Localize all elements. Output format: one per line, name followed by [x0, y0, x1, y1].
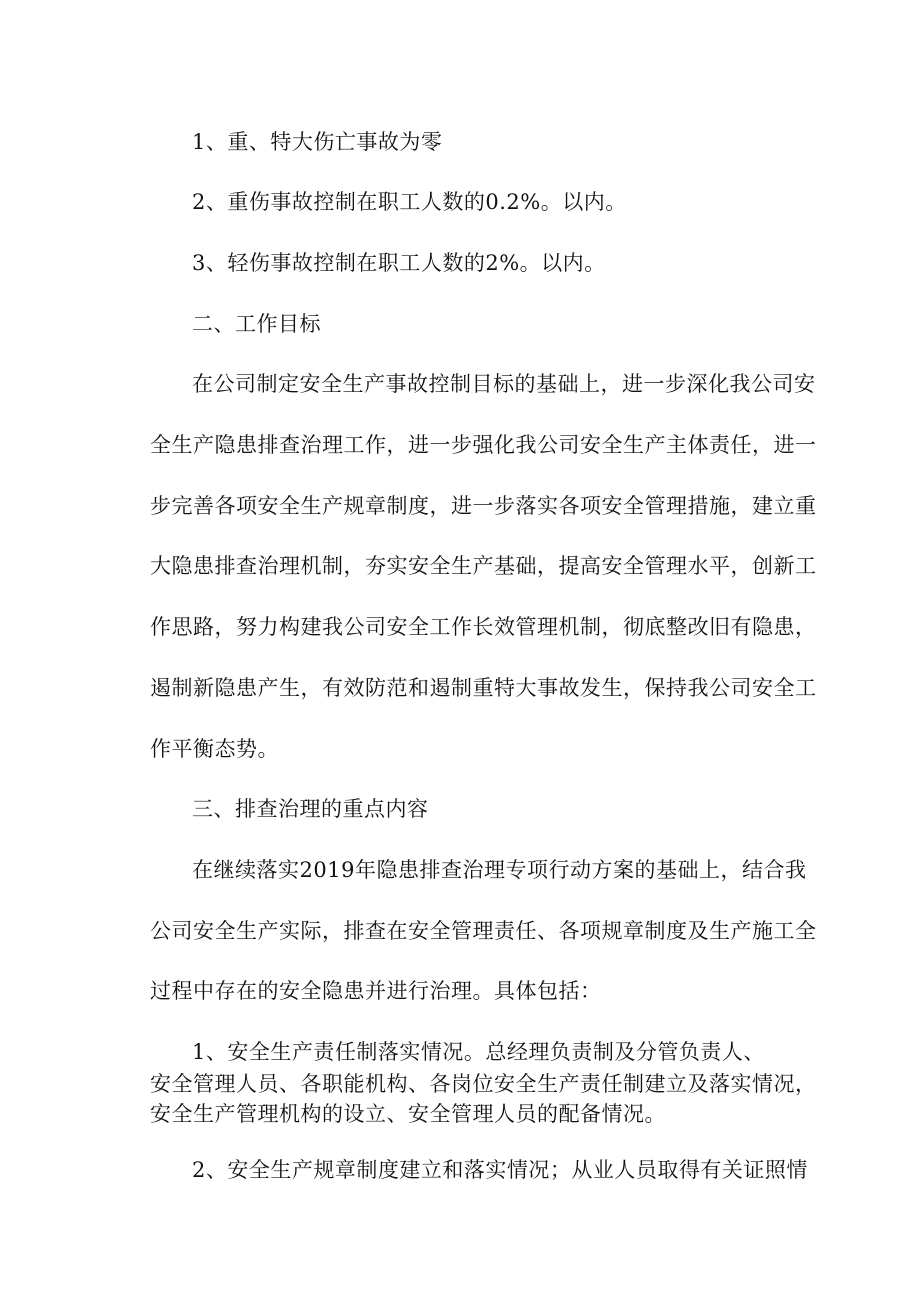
target-item-1: 1、重、特大伤亡事故为零: [192, 130, 443, 154]
paragraph-line: 步完善各项安全生产规章制度，进一步落实各项安全管理措施，建立重: [150, 494, 817, 518]
paragraph-line: 遏制新隐患产生，有效防范和遏制重特大事故发生，保持我公司安全工: [150, 676, 817, 700]
list-item-line: 安全管理人员、各职能机构、各岗位安全生产责任制建立及落实情况，: [150, 1072, 817, 1096]
paragraph-line: 在公司制定安全生产事故控制目标的基础上，进一步深化我公司安: [192, 372, 816, 396]
paragraph-line: 作思路，努力构建我公司安全工作长效管理机制，彻底整改旧有隐患，: [150, 615, 817, 639]
target-item-3: 3、轻伤事故控制在职工人数的2%。以内。: [192, 251, 606, 275]
paragraph-line: 过程中存在的安全隐患并进行治理。具体包括：: [150, 979, 602, 1003]
paragraph-line: 作平衡态势。: [150, 737, 279, 761]
paragraph-line: 公司安全生产实际，排查在安全管理责任、各项规章制度及生产施工全: [150, 919, 817, 943]
paragraph-line: 全生产隐患排查治理工作，进一步强化我公司安全生产主体责任，进一: [150, 433, 817, 457]
list-item-line: 2、安全生产规章制度建立和落实情况；从业人员取得有关证照情: [192, 1158, 808, 1182]
target-item-2: 2、重伤事故控制在职工人数的0.2%。以内。: [192, 190, 627, 214]
section-heading-work-goals: 二、工作目标: [192, 312, 321, 336]
list-item-line: 安全生产管理机构的设立、安全管理人员的配备情况。: [150, 1102, 666, 1126]
list-item-line: 1、安全生产责任制落实情况。总经理负责制及分管负责人、: [192, 1040, 765, 1064]
paragraph-line: 在继续落实2019年隐患排查治理专项行动方案的基础上，结合我: [192, 858, 807, 882]
section-heading-key-content: 三、排查治理的重点内容: [192, 797, 429, 821]
paragraph-line: 大隐患排查治理机制，夯实安全生产基础，提高安全管理水平，创新工: [150, 554, 817, 578]
